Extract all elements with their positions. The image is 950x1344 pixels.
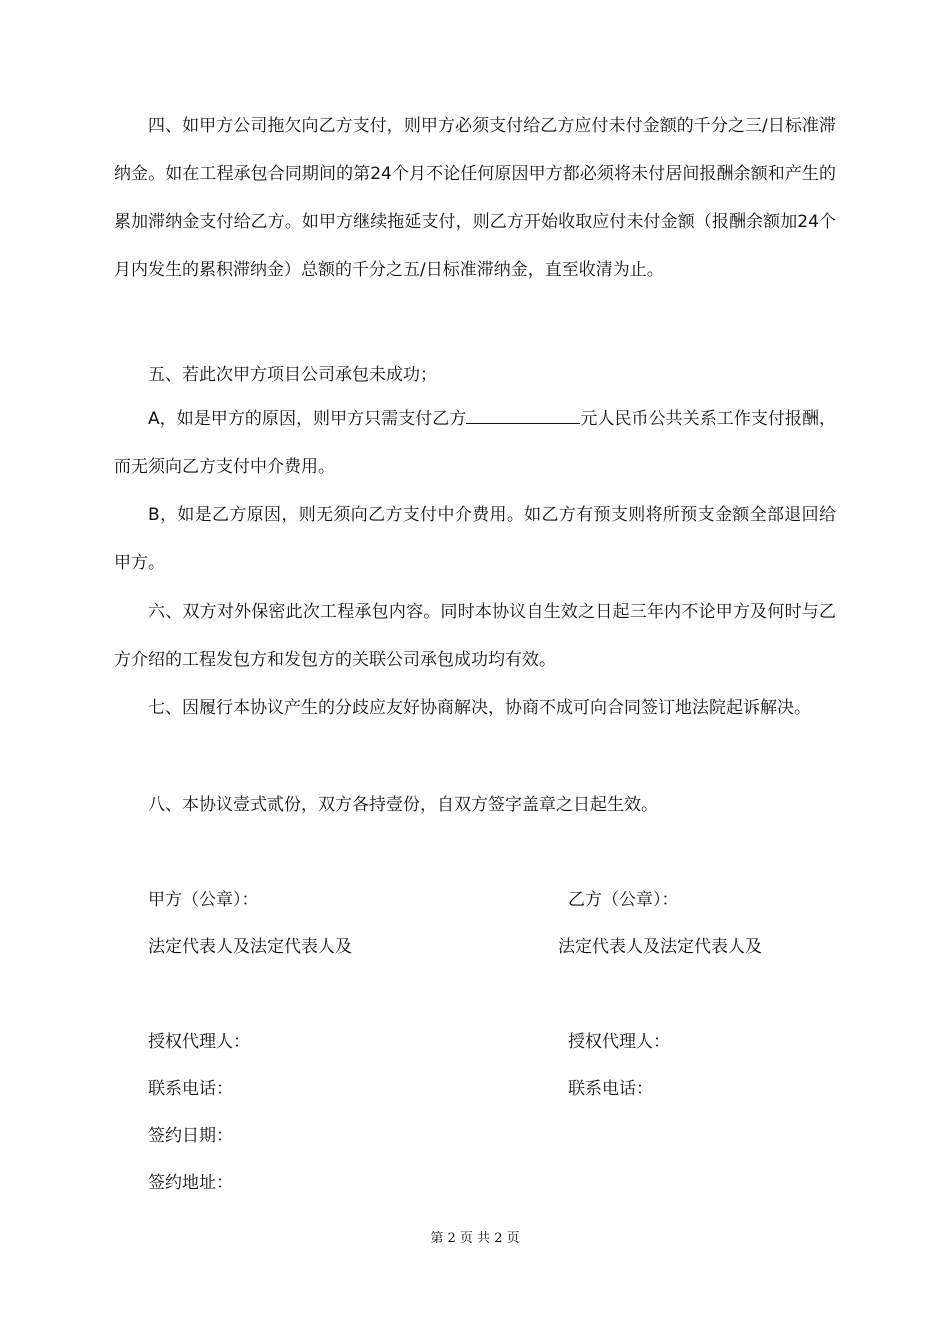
party-b-representative-label: 法定代表人及法定代表人及 <box>558 937 762 957</box>
clause-six: 六、双方对外保密此次工程承包内容。同时本协议自生效之日起三年内不论甲方及何时与乙方介绍的工程发包方和发包方的关联公司承包成功均有效。 <box>114 602 836 670</box>
clause-seven: 七、因履行本协议产生的分歧应友好协商解决，协商不成可向合同签订地法院起诉解决。 <box>148 698 811 718</box>
sign-place-label: 签约地址： <box>148 1173 233 1193</box>
page-number-footer: 第 2 页 共 2 页 <box>430 1231 520 1246</box>
clause-eight: 八、本协议壹式贰份，双方各持壹份，自双方签字盖章之日起生效。 <box>148 795 658 815</box>
party-a-phone-label: 联系电话： <box>148 1079 233 1099</box>
party-b-phone-label: 联系电话： <box>568 1079 653 1099</box>
party-a-representative-label: 法定代表人及法定代表人及 <box>148 937 352 957</box>
clause-five-b: B，如是乙方原因，则无须向乙方支付中介费用。如乙方有预支则将所预支金额全部退回给甲方。 <box>114 505 836 573</box>
clause-five: 五、若此次甲方项目公司承包未成功； <box>148 365 437 385</box>
party-b-agent-label: 授权代理人： <box>568 1032 670 1052</box>
clause-five-a-text-end: 元人民币公共关系工作支付报酬，而无须向乙方支付中介费用。 <box>114 409 836 477</box>
party-a-agent-label: 授权代理人： <box>148 1032 250 1052</box>
clause-five-a <box>114 395 836 491</box>
clause-four: 四、如甲方公司拖欠向乙方支付，则甲方必须支付给乙方应付未付金额的千分之三/日标准滞纳金。如在工程承包合同期间的第24个月不论任何原因甲方都必须将未付居间报酬余额和产生的累加滞纳金支付给乙方。如甲方继续拖延支付，则乙方开始收取应付未付金额（报酬余额加24个月内发生的累积滞纳金）总额的千分之五/日标准滞纳金，直至收清为止。 <box>114 116 836 280</box>
party-a-seal-label: 甲方（公章）： <box>148 890 259 910</box>
sign-date-label: 签约日期： <box>148 1126 233 1146</box>
amount-blank-line <box>466 409 580 424</box>
party-b-seal-label: 乙方（公章）： <box>568 890 679 910</box>
clause-five-a-text-start: A，如是甲方的原因，则甲方只需支付乙方 <box>148 409 467 429</box>
